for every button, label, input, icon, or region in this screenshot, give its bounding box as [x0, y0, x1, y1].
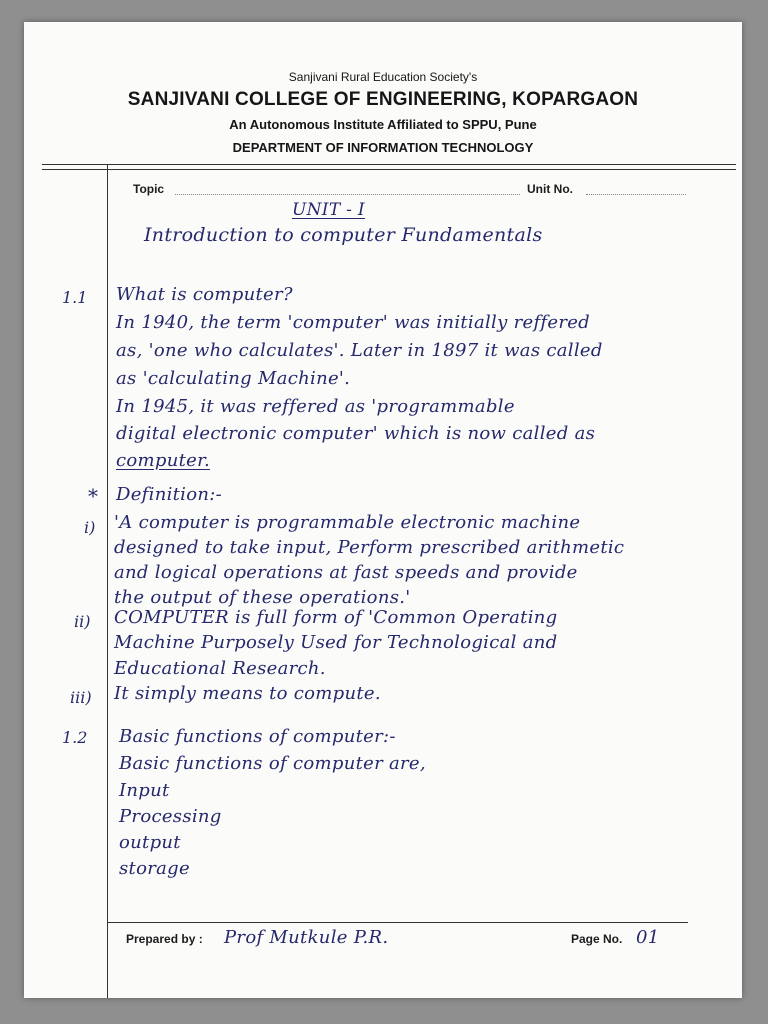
function-item: Input: [119, 780, 170, 801]
society-name: Sanjivani Rural Education Society's: [288, 70, 478, 84]
definition-line: the output of these operations.': [114, 587, 411, 608]
notes-page: [24, 22, 742, 998]
paragraph-line: In 1945, it was reffered as 'programmable: [116, 396, 515, 417]
section-number: 1.1: [62, 288, 88, 307]
function-item: storage: [119, 858, 190, 879]
prepared-by-label: Prepared by :: [126, 932, 203, 946]
unit-label: Unit No.: [527, 182, 573, 196]
prepared-by-name: Prof Mutkule P.R.: [224, 927, 389, 948]
definition-line: Machine Purposely Used for Technological and: [114, 632, 558, 653]
definition-line: and logical operations at fast speeds and provide: [114, 562, 578, 583]
topic-label: Topic: [133, 182, 165, 196]
definition-number: iii): [70, 688, 92, 707]
margin-line: [107, 165, 108, 998]
section-intro: Basic functions of computer are,: [119, 753, 426, 774]
section-heading: What is computer?: [116, 284, 293, 305]
function-item: Processing: [119, 806, 222, 827]
definition-line: COMPUTER is full form of 'Common Operating: [114, 607, 558, 628]
definition-line: Educational Research.: [114, 658, 326, 679]
function-item: output: [119, 832, 181, 853]
paragraph-line: as, 'one who calculates'. Later in 1897 it was called: [116, 340, 603, 361]
footer-rule: [107, 922, 688, 923]
affiliation-line: An Autonomous Institute Affiliated to SPPU, Pune: [229, 117, 537, 132]
definition-number: ii): [74, 612, 91, 631]
college-name: SANJIVANI COLLEGE OF ENGINEERING, KOPARGAON: [127, 89, 639, 110]
definition-heading: Definition:-: [116, 484, 223, 505]
department-name: DEPARTMENT OF INFORMATION TECHNOLOGY: [232, 140, 534, 155]
paragraph-line: digital electronic computer' which is now called as: [116, 423, 596, 444]
asterisk-mark: *: [88, 484, 98, 508]
unit-title: UNIT - I: [292, 200, 365, 220]
paragraph-line: as 'calculating Machine'.: [116, 368, 351, 389]
unit-dots: [586, 194, 686, 195]
definition-line: designed to take input, Perform prescribed arithmetic: [114, 537, 625, 558]
section-number: 1.2: [62, 728, 88, 747]
definition-number: i): [84, 518, 96, 537]
page-number: 01: [636, 927, 660, 948]
page-no-label: Page No.: [571, 932, 623, 946]
header-rule-top: [42, 164, 736, 165]
paragraph-line: In 1940, the term 'computer' was initially reffered: [116, 312, 591, 333]
definition-line: 'A computer is programmable electronic machine: [114, 512, 581, 533]
definition-line: It simply means to compute.: [114, 683, 381, 704]
section-heading: Basic functions of computer:-: [119, 726, 396, 747]
paragraph-line: computer.: [116, 450, 211, 471]
topic-dots: [175, 194, 520, 195]
unit-subtitle: Introduction to computer Fundamentals: [144, 224, 543, 246]
header-rule-bottom: [42, 169, 736, 170]
